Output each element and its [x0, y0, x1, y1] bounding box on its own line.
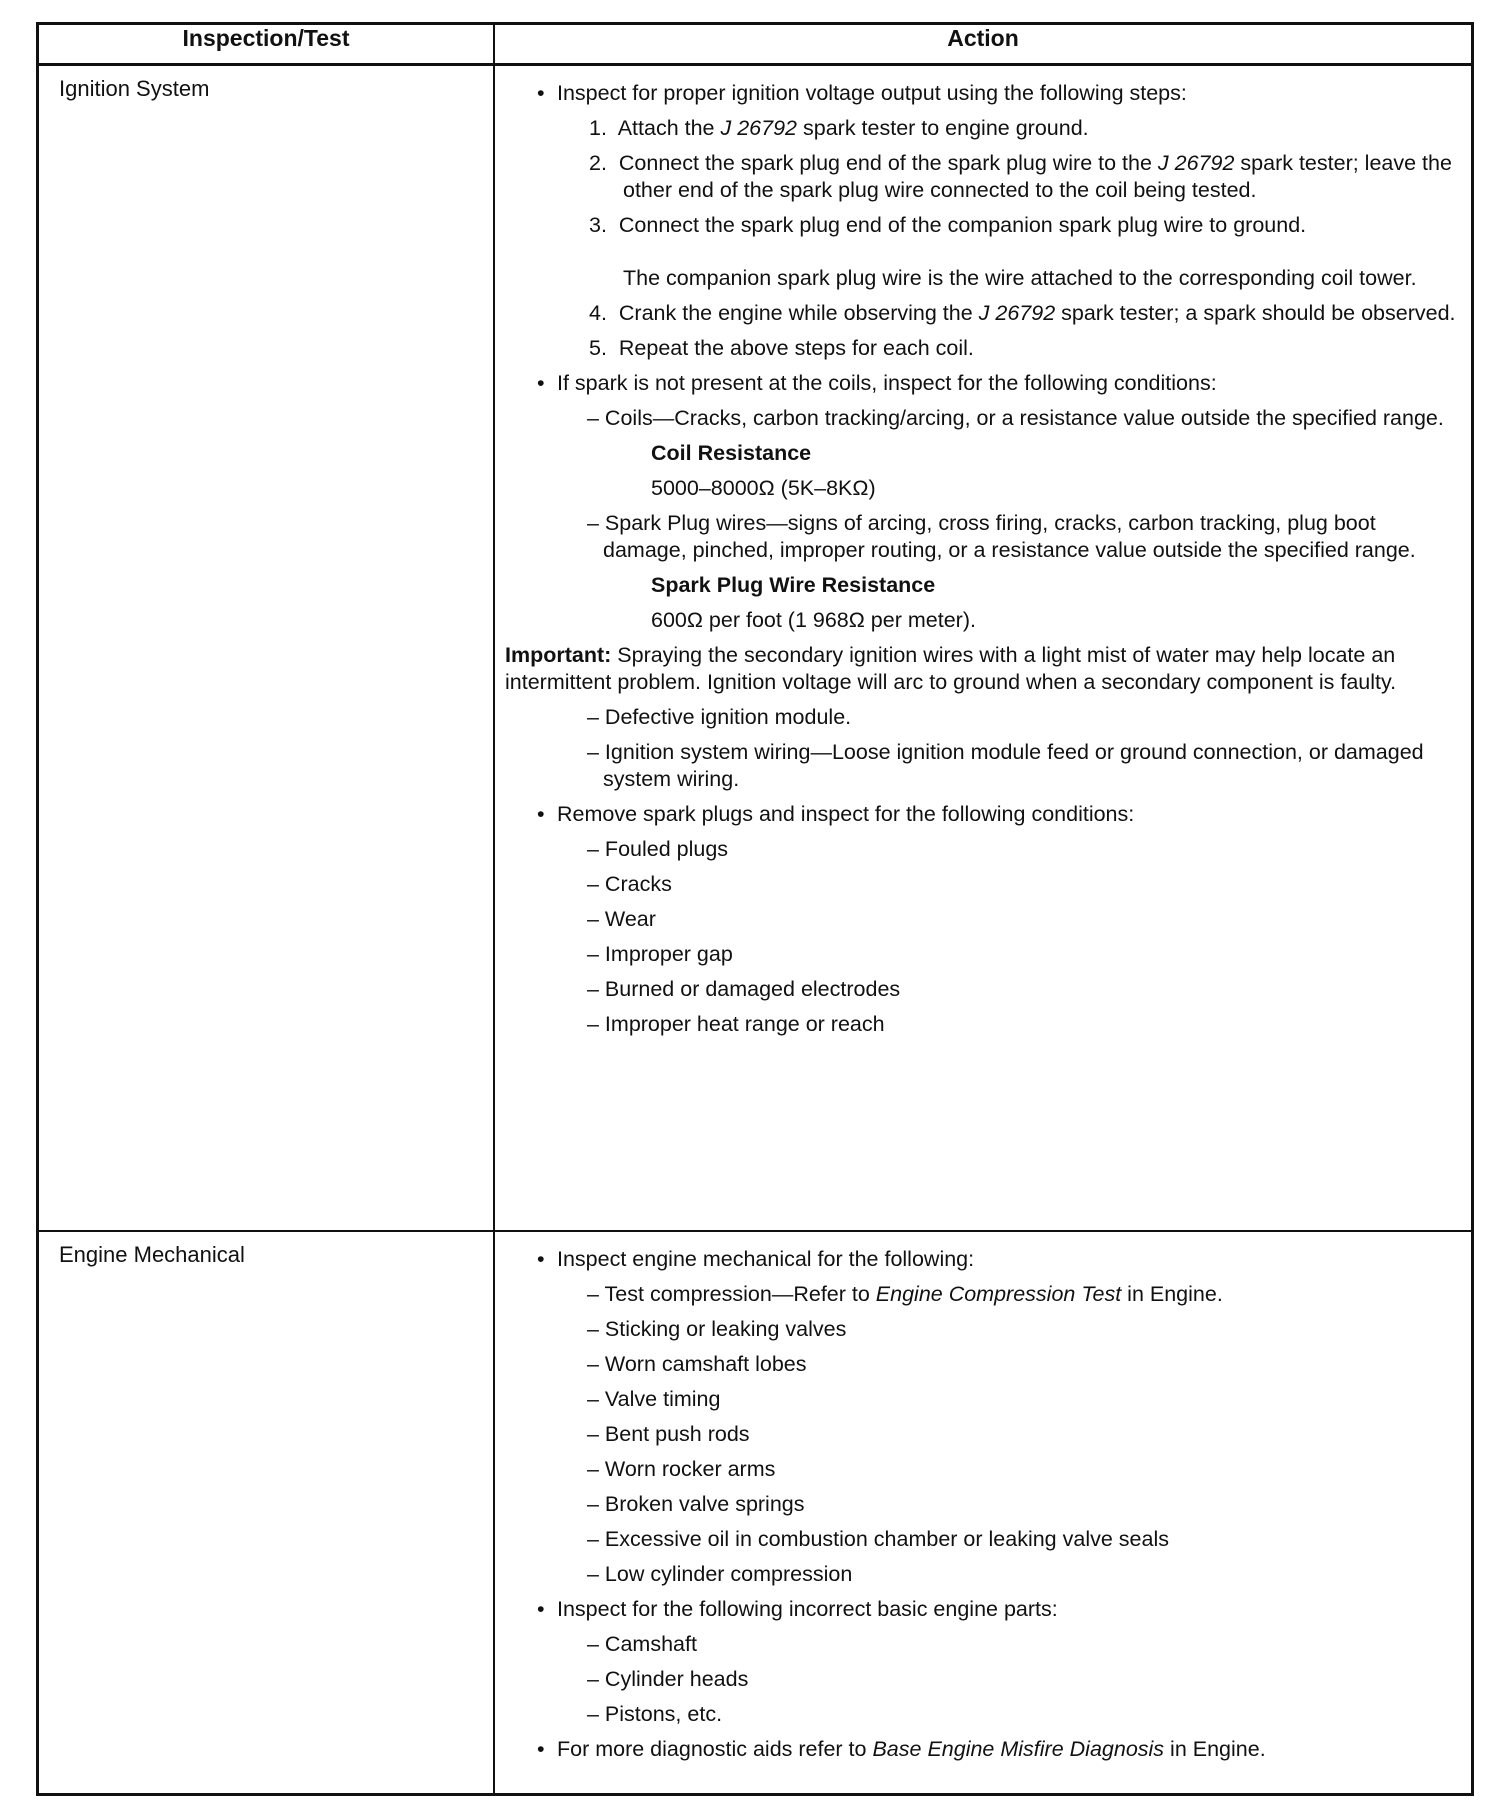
dash-item: – Improper gap: [587, 942, 733, 966]
dash-item: – Improper heat range or reach: [587, 1012, 885, 1036]
table-header-row: [38, 24, 1473, 65]
row-action: [494, 65, 1473, 1231]
dash-item: – Wear: [587, 907, 656, 931]
parts-list: [505, 1631, 1463, 1728]
dash-item: – Cylinder heads: [587, 1666, 749, 1691]
mechanical-list: [505, 1316, 1463, 1588]
step-3: 3. Connect the spark plug end of the companion spark plug wire to ground.: [589, 213, 1307, 237]
dash-item: – Spark Plug wires—signs of arcing, cross firing, cracks, carbon tracking, plug boot damage, pinched, improper routing, or a resistance value outside the specified range.: [587, 511, 1416, 562]
row-action: [494, 1231, 1473, 1795]
step-1: 1. Attach the J 26792 spark tester to engine ground.: [589, 116, 1089, 140]
bullet: • Inspect for the following incorrect basic engine parts:: [505, 1596, 1463, 1623]
dash-item: – Low cylinder compression: [587, 1561, 853, 1586]
dash-item: – Cracks: [587, 872, 672, 896]
dash-item: – Worn camshaft lobes: [587, 1351, 807, 1376]
important-note: Important: Spraying the secondary ignition wires with a light mist of water may help locate an intermittent problem. Ignition voltage will arc to ground when a secondary component is faulty.: [505, 643, 1397, 694]
table-row-ignition: [38, 65, 1473, 1231]
bullet: • If spark is not present at the coils, inspect for the following conditions:: [505, 370, 1463, 397]
dash-item: – Broken valve springs: [587, 1491, 805, 1516]
dash-item: – Pistons, etc.: [587, 1701, 723, 1726]
step-2: 2. Connect the spark plug end of the spark plug wire to the J 26792 spark tester; leave the other end of the spark plug wire connected to the coil being tested.: [589, 151, 1452, 202]
dash-item: – Burned or damaged electrodes: [587, 977, 901, 1001]
dash-item: – Worn rocker arms: [587, 1456, 776, 1481]
plug-conditions-list: [505, 836, 1463, 1038]
dash-item: – Valve timing: [587, 1386, 721, 1411]
dash-item: – Defective ignition module.: [587, 705, 852, 729]
diagnostic-table: [36, 22, 1474, 1796]
dash-item: – Test compression—Refer to Engine Compression Test in Engine.: [587, 1281, 1223, 1306]
step-4: 4. Crank the engine while observing the J 26792 spark tester; a spark should be observed.: [589, 301, 1456, 325]
bullet: • Inspect for proper ignition voltage output using the following steps:: [505, 80, 1463, 107]
bullet: • For more diagnostic aids refer to Base Engine Misfire Diagnosis in Engine.: [505, 1736, 1463, 1763]
row-label: Engine Mechanical: [38, 1231, 495, 1795]
dash-item: – Fouled plugs: [587, 837, 729, 861]
dash-item: – Ignition system wiring—Loose ignition module feed or ground connection, or damaged system wiring.: [587, 740, 1424, 791]
dash-item: – Camshaft: [587, 1631, 697, 1656]
dash-item: – Excessive oil in combustion chamber or leaking valve seals: [587, 1526, 1169, 1551]
row-label: Ignition System: [38, 65, 495, 1231]
table-row-engine-mechanical: [38, 1231, 1473, 1795]
wire-resistance-spec: Spark Plug Wire Resistance 600Ω per foot (1 968Ω per meter).: [651, 573, 976, 632]
dash-item: – Sticking or leaking valves: [587, 1316, 847, 1341]
step-3-note: The companion spark plug wire is the wire attached to the corresponding coil tower.: [623, 266, 1417, 290]
coil-resistance-spec: Coil Resistance 5000–8000Ω (5K–8KΩ): [651, 441, 876, 500]
header-action: Action: [494, 24, 1473, 65]
bullet: • Inspect engine mechanical for the following:: [505, 1246, 1463, 1273]
step-5: 5. Repeat the above steps for each coil.: [589, 336, 974, 360]
bullet: • Remove spark plugs and inspect for the following conditions:: [505, 801, 1463, 828]
dash-item: – Bent push rods: [587, 1421, 750, 1446]
header-inspection-test: Inspection/Test: [38, 24, 495, 65]
dash-item: – Coils—Cracks, carbon tracking/arcing, or a resistance value outside the specified range.: [587, 406, 1444, 430]
